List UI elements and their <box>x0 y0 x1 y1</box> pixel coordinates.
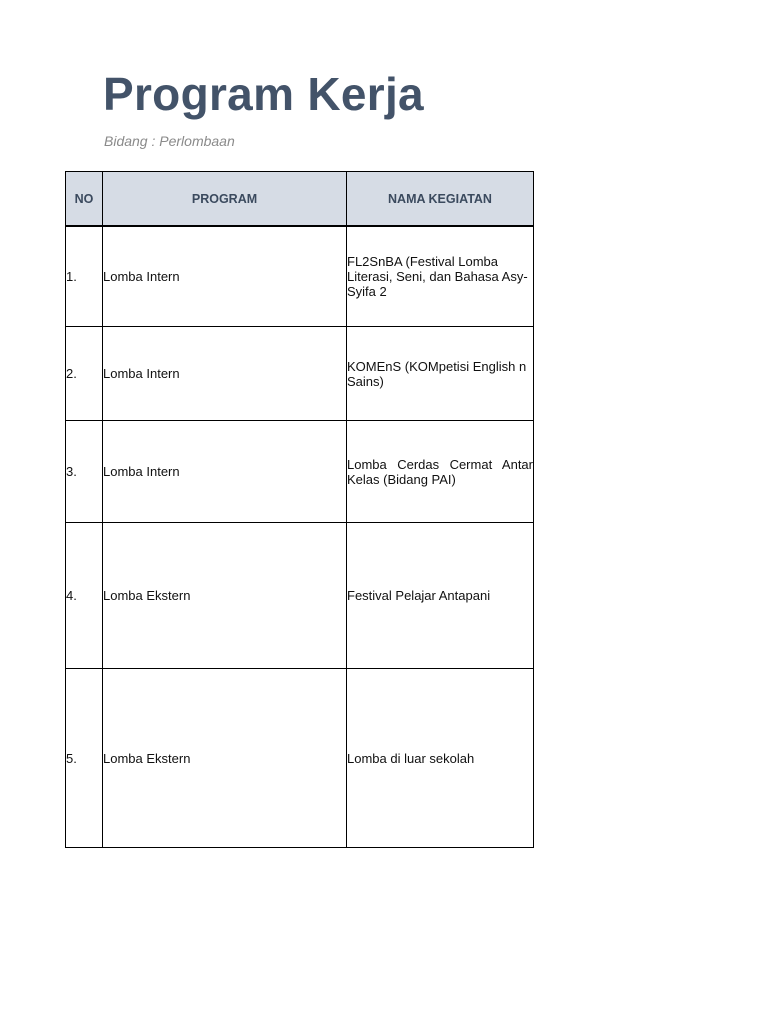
row-program: Lomba Intern <box>103 327 347 421</box>
table-row <box>66 523 534 669</box>
row-program: Lomba Intern <box>103 421 347 523</box>
row-no: 2. <box>66 327 103 421</box>
row-kegiatan: KOMEnS (KOMpetisi English n Sains) <box>347 327 534 421</box>
row-kegiatan: Lomba Cerdas Cermat Antar Kelas (Bidang PAI) <box>347 421 534 523</box>
table-header-row <box>66 172 534 227</box>
header-kegiatan: NAMA KEGIATAN <box>347 172 534 227</box>
row-program: Lomba Ekstern <box>103 523 347 669</box>
row-kegiatan: Festival Pelajar Antapani <box>347 523 534 669</box>
page-title: Program Kerja <box>103 68 424 120</box>
table-row <box>66 226 534 327</box>
header-program: PROGRAM <box>103 172 347 227</box>
row-program: Lomba Ekstern <box>103 669 347 848</box>
table-row <box>66 327 534 421</box>
page-subtitle: Bidang : Perlombaan <box>104 133 235 149</box>
program-table <box>65 171 534 848</box>
row-no: 4. <box>66 523 103 669</box>
row-kegiatan: Lomba di luar sekolah <box>347 669 534 848</box>
row-no: 5. <box>66 669 103 848</box>
table-row <box>66 421 534 523</box>
row-kegiatan: FL2SnBA (Festival Lomba Literasi, Seni, dan Bahasa Asy-Syifa 2 <box>347 226 534 327</box>
row-no: 1. <box>66 226 103 327</box>
table-row <box>66 669 534 848</box>
header-no: NO <box>66 172 103 227</box>
row-program: Lomba Intern <box>103 226 347 327</box>
row-no: 3. <box>66 421 103 523</box>
